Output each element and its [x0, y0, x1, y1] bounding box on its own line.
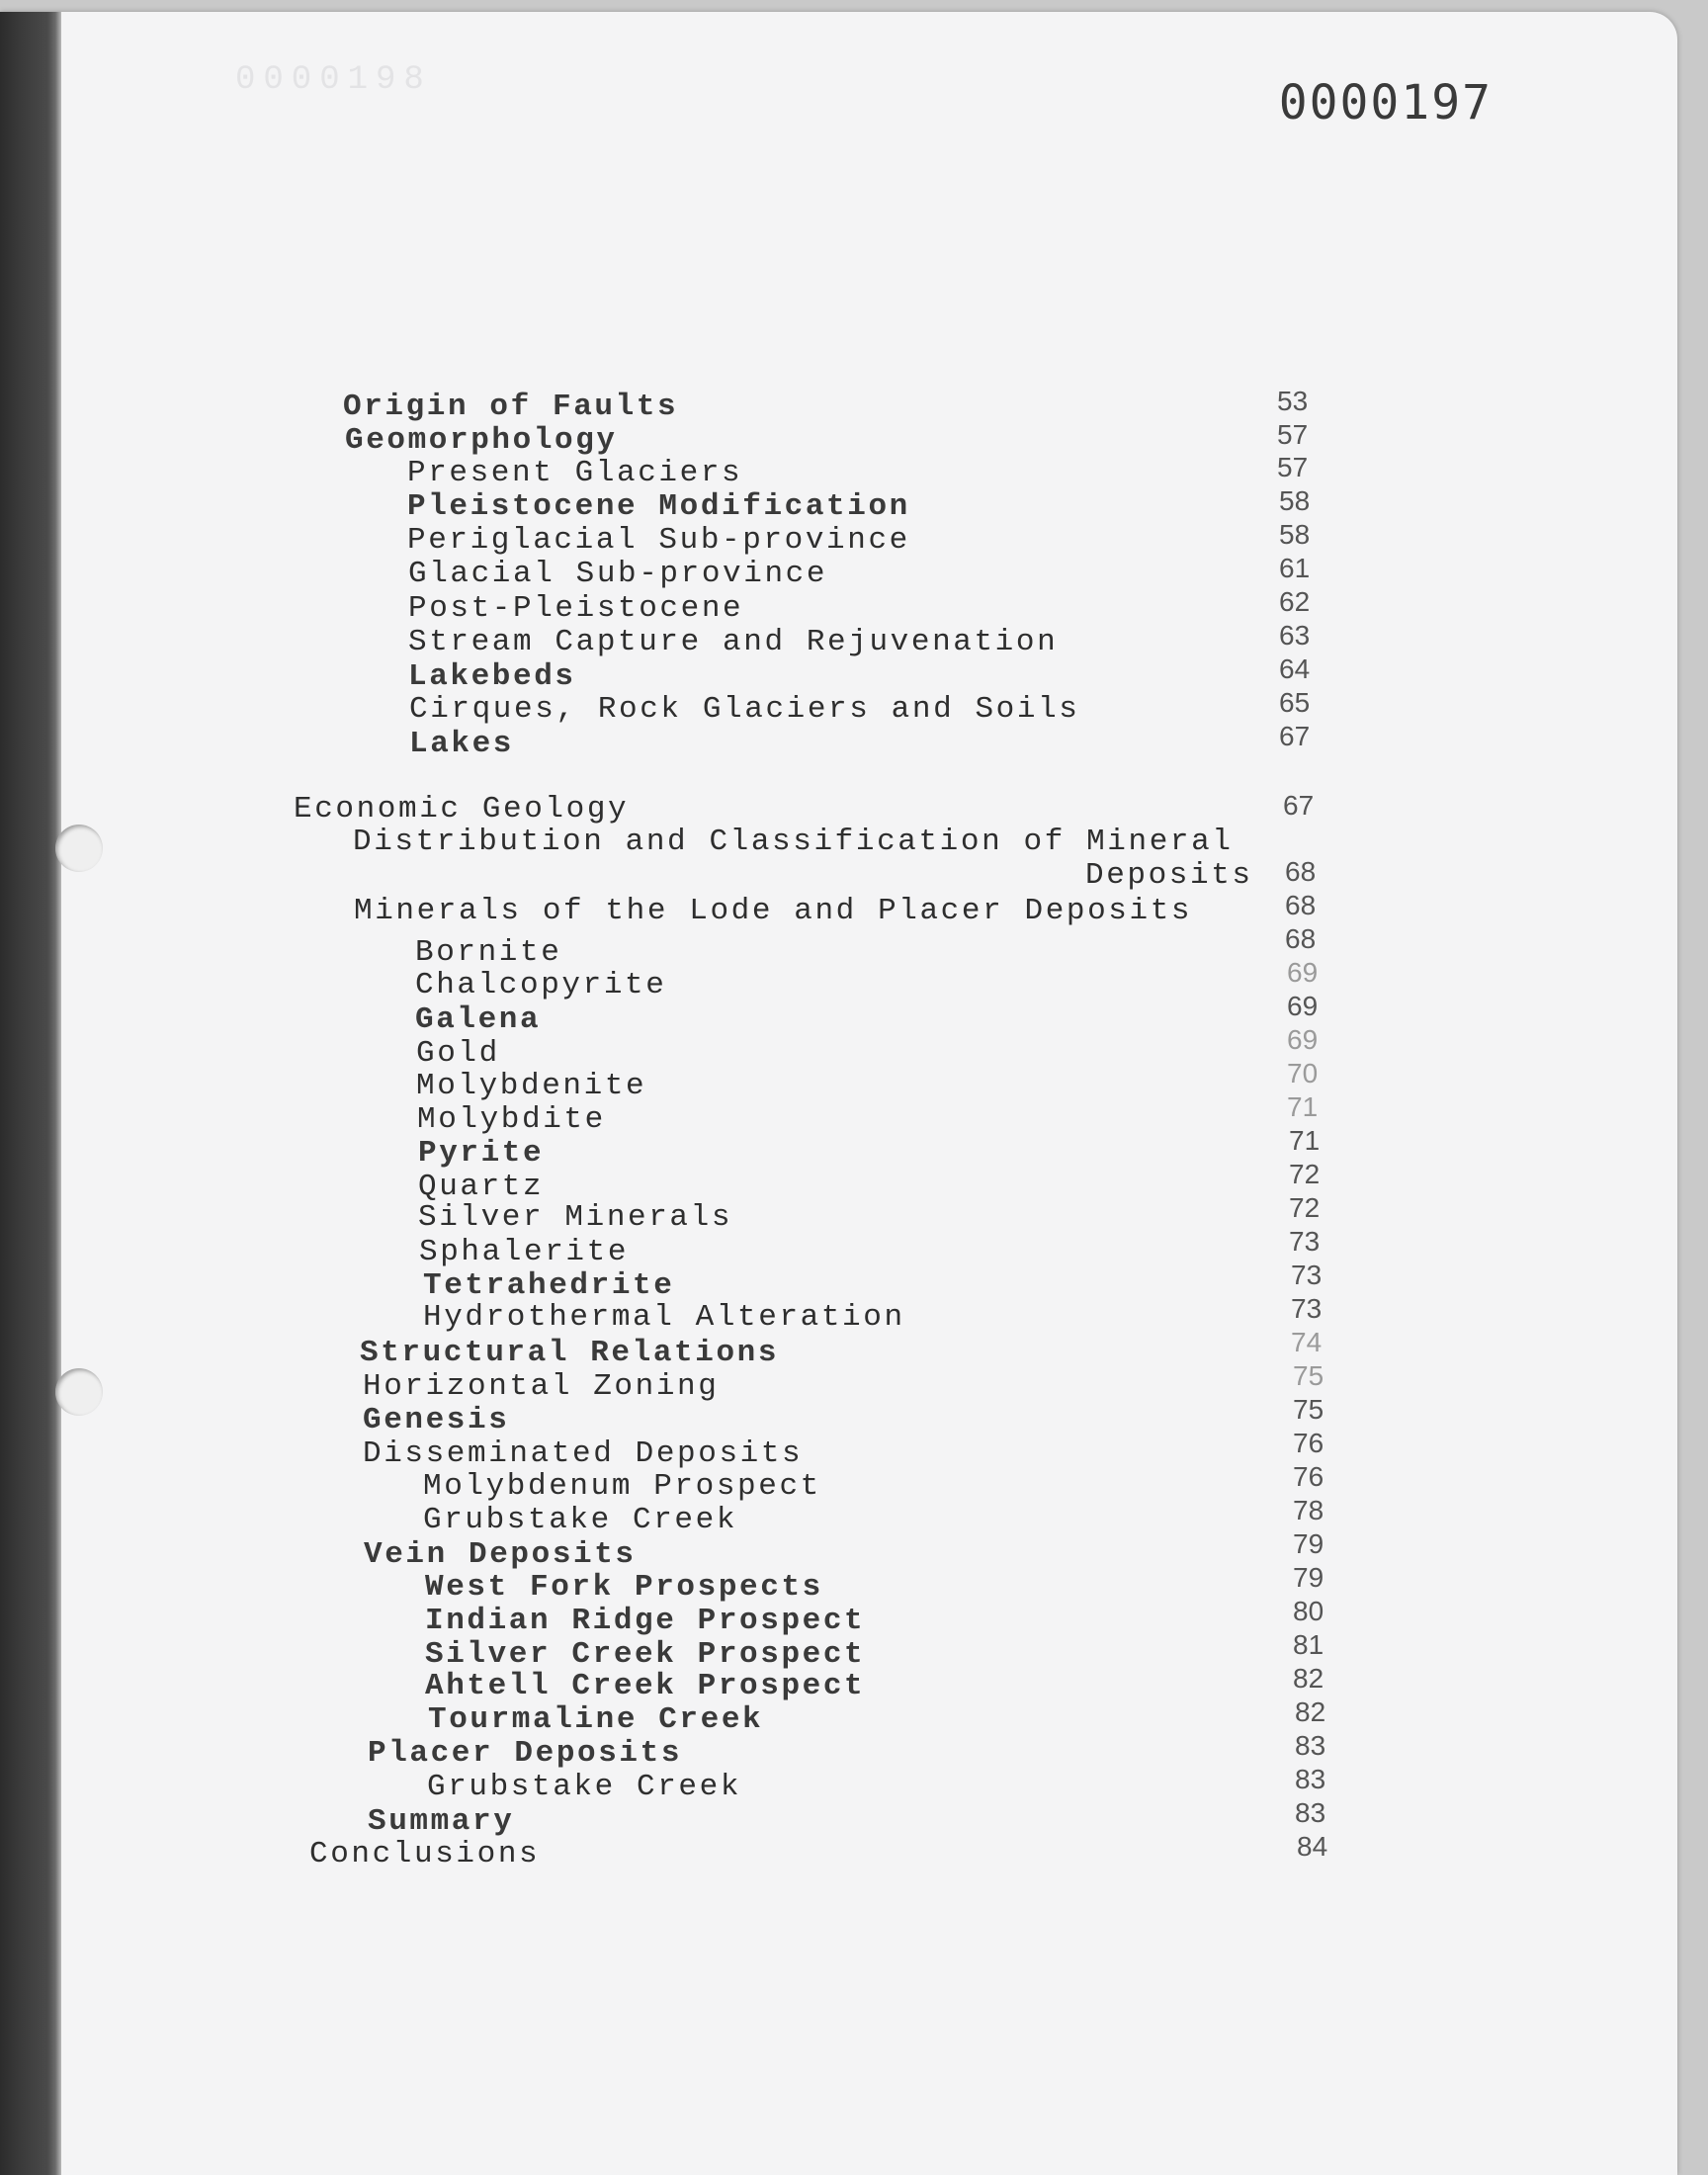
toc-entry-page: 75	[1293, 1394, 1324, 1425]
toc-entry-page: 57	[1277, 452, 1309, 482]
toc-entry-title: Tetrahedrite	[423, 1268, 675, 1303]
toc-entry-title: Quartz	[418, 1170, 545, 1204]
toc-entry-title: Deposits	[1085, 858, 1253, 893]
toc-entry-title: Molybdenite	[416, 1069, 647, 1103]
toc-entry-title: Ahtell Creek Prospect	[425, 1669, 866, 1703]
toc-entry-page: 75	[1293, 1360, 1324, 1391]
toc-entry-title: Stream Capture and Rejuvenation	[408, 625, 1059, 659]
toc-entry-title: Geomorphology	[345, 423, 618, 458]
toc-entry-title: Silver Minerals	[418, 1200, 733, 1235]
toc-entry-title: Molybdenum Prospect	[423, 1469, 821, 1504]
toc-entry-page: 67	[1279, 721, 1311, 751]
toc-entry-title: Silver Creek Prospect	[425, 1637, 866, 1672]
toc-entry-page: 73	[1291, 1293, 1323, 1324]
faint-bleedthrough-number: 0000198	[235, 61, 432, 99]
toc-entry-page: 76	[1293, 1428, 1324, 1458]
binding-strip	[0, 12, 61, 2175]
toc-entry-title: Periglacial Sub-province	[407, 523, 910, 558]
toc-entry-title: Tourmaline Creek	[428, 1702, 764, 1737]
toc-entry-page: 83	[1295, 1730, 1326, 1761]
toc-entry-title: Conclusions	[309, 1837, 541, 1871]
toc-entry-title: Placer Deposits	[368, 1736, 683, 1771]
toc-entry-title: Galena	[415, 1002, 542, 1037]
toc-entry-page: 69	[1287, 957, 1319, 988]
toc-entry-page: 70	[1287, 1058, 1319, 1088]
toc-entry-page: 68	[1285, 856, 1317, 887]
toc-entry-title: West Fork Prospects	[425, 1570, 823, 1605]
toc-entry-page: 78	[1293, 1495, 1324, 1525]
toc-entry-page: 72	[1289, 1192, 1321, 1223]
toc-entry-title: Vein Deposits	[364, 1537, 637, 1572]
toc-entry-title: Present Glaciers	[407, 456, 743, 490]
toc-entry-page: 84	[1297, 1831, 1328, 1862]
toc-entry-page: 68	[1285, 923, 1317, 954]
toc-entry-page: 69	[1287, 991, 1319, 1021]
toc-entry-page: 74	[1291, 1327, 1323, 1357]
toc-entry-title: Molybdite	[417, 1102, 606, 1137]
toc-entry-page: 53	[1277, 386, 1309, 416]
toc-entry-page: 57	[1277, 419, 1309, 450]
toc-entry-title: Indian Ridge Prospect	[425, 1604, 866, 1638]
toc-entry-title: Structural Relations	[360, 1336, 780, 1370]
toc-entry-title: Bornite	[415, 935, 562, 970]
document-page	[0, 12, 1677, 2175]
toc-entry-title: Genesis	[363, 1403, 510, 1437]
toc-entry-page: 79	[1293, 1562, 1324, 1593]
toc-entry-title: Lakes	[409, 727, 515, 761]
toc-entry-title: Lakebeds	[408, 659, 576, 694]
toc-entry-page: 67	[1283, 790, 1315, 821]
toc-entry-page: 82	[1293, 1663, 1324, 1694]
toc-entry-page: 83	[1295, 1764, 1326, 1794]
toc-entry-title: Grubstake Creek	[427, 1770, 742, 1804]
toc-entry-title: Chalcopyrite	[415, 968, 667, 1002]
toc-entry-title: Summary	[368, 1804, 515, 1839]
toc-entry-page: 80	[1293, 1596, 1324, 1626]
toc-entry-page: 62	[1279, 586, 1311, 617]
toc-entry-page: 61	[1279, 553, 1311, 583]
toc-entry-title: Minerals of the Lode and Placer Deposits	[354, 894, 1193, 928]
punch-hole	[55, 1368, 103, 1416]
toc-entry-page: 71	[1287, 1091, 1319, 1122]
toc-entry-title: Gold	[416, 1036, 500, 1071]
toc-entry-title: Origin of Faults	[343, 390, 679, 424]
toc-entry-title: Hydrothermal Alteration	[423, 1300, 905, 1335]
toc-entry-page: 68	[1285, 890, 1317, 920]
toc-entry-page: 81	[1293, 1629, 1324, 1660]
toc-entry-page: 64	[1279, 653, 1311, 684]
document-stamp-number: 0000197	[1278, 75, 1493, 130]
toc-entry-page: 72	[1289, 1159, 1321, 1189]
toc-entry-page: 73	[1289, 1226, 1321, 1257]
toc-entry-title: Glacial Sub-province	[408, 557, 828, 591]
toc-entry-page: 58	[1279, 519, 1311, 550]
toc-entry-title: Horizontal Zoning	[363, 1369, 720, 1404]
toc-entry-page: 69	[1287, 1024, 1319, 1055]
punch-hole	[55, 825, 103, 872]
toc-entry-page: 58	[1279, 485, 1311, 516]
toc-entry-title: Post-Pleistocene	[408, 591, 744, 626]
toc-entry-page: 63	[1279, 620, 1311, 651]
toc-entry-page: 65	[1279, 687, 1311, 718]
toc-entry-title: Distribution and Classification of Mineral	[353, 825, 1234, 859]
toc-entry-title: Pyrite	[418, 1136, 545, 1171]
toc-entry-page: 79	[1293, 1528, 1324, 1559]
toc-entry-title: Economic Geology	[294, 792, 630, 826]
toc-entry-title: Cirques, Rock Glaciers and Soils	[409, 692, 1080, 727]
toc-entry-page: 82	[1295, 1696, 1326, 1727]
toc-entry-title: Pleistocene Modification	[407, 489, 910, 524]
toc-entry-title: Sphalerite	[419, 1235, 630, 1269]
toc-entry-page: 83	[1295, 1797, 1326, 1828]
toc-entry-title: Grubstake Creek	[423, 1503, 738, 1537]
toc-entry-title: Disseminated Deposits	[363, 1436, 804, 1471]
toc-entry-page: 76	[1293, 1461, 1324, 1492]
toc-entry-page: 71	[1289, 1125, 1321, 1156]
toc-entry-page: 73	[1291, 1260, 1323, 1290]
